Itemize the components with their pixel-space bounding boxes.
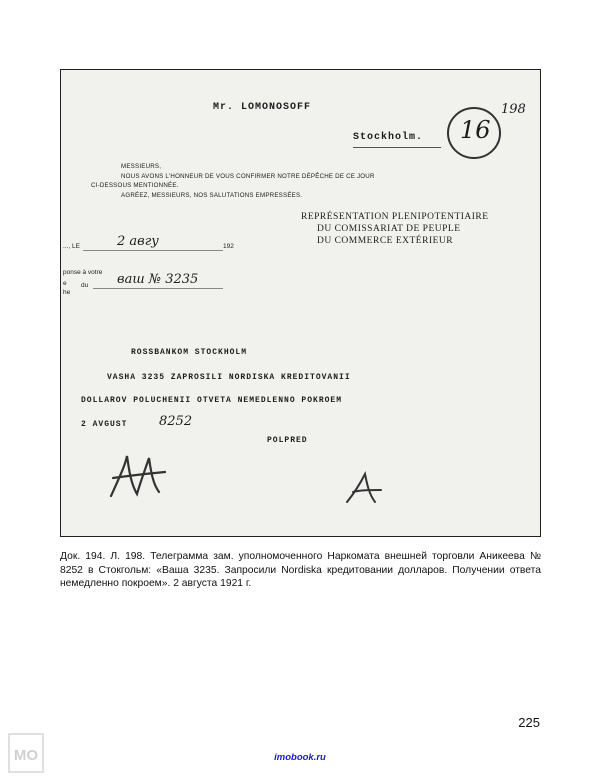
messieurs: MESSIEURS, bbox=[121, 163, 162, 170]
handwritten-signature-right bbox=[341, 468, 391, 513]
city-underline bbox=[353, 147, 441, 148]
publisher-logo-text: MO bbox=[13, 747, 39, 764]
representation-line-3: DU COMMERCE EXTÉRIEUR bbox=[317, 236, 454, 246]
telegram-date: 2 AVGUST bbox=[81, 420, 128, 429]
year-prefix: 192 bbox=[223, 243, 234, 250]
date-underline bbox=[83, 250, 223, 251]
circled-number: 16 bbox=[460, 116, 491, 144]
reply-label-he: he bbox=[63, 289, 71, 296]
city: Stockholm. bbox=[353, 132, 424, 143]
page-number: 225 bbox=[518, 715, 540, 730]
confirm-line-2: CI-DESSOUS MENTIONNÉE. bbox=[91, 182, 179, 189]
telegram-addressee: ROSSBANKOM STOCKHOLM bbox=[131, 348, 248, 357]
telegram-line-1: VASHA 3235 ZAPROSILI NORDISKA KREDITOVANII bbox=[107, 373, 351, 382]
reply-label-e: e bbox=[63, 280, 67, 287]
salutation: AGRÉEZ, MESSIEURS, NOS SALUTATIONS EMPRESSÉES. bbox=[121, 192, 303, 199]
representation-line-1: REPRÉSENTATION PLENIPOTENTIAIRE bbox=[301, 212, 489, 222]
site-link[interactable]: imobook.ru bbox=[274, 752, 326, 763]
telegram-date-handwritten: 8252 bbox=[159, 414, 193, 429]
reply-handwritten: ваш № 3235 bbox=[117, 272, 199, 287]
date-handwritten: 2 авгу bbox=[117, 234, 159, 249]
handwritten-signature-left bbox=[103, 448, 173, 508]
document-scan bbox=[60, 69, 541, 537]
confirm-line-1: NOUS AVONS L'HONNEUR DE VOUS CONFIRMER NOTRE DÉPÊCHE DE CE JOUR bbox=[121, 173, 375, 180]
sheet-number: 198 bbox=[501, 102, 526, 117]
reply-underline bbox=[93, 288, 223, 289]
telegram-signature: POLPRED bbox=[267, 436, 308, 445]
reply-label: ponse à votre bbox=[63, 269, 103, 276]
reply-label-du: du bbox=[81, 282, 89, 289]
representation-line-2: DU COMISSARIAT DE PEUPLE bbox=[317, 224, 461, 234]
date-prefix: ..., LE bbox=[63, 243, 80, 250]
telegram-line-2: DOLLAROV POLUCHENII OTVETA NEMEDLENNO POKROEM bbox=[81, 396, 343, 405]
addressee: Mr. LOMONOSOFF bbox=[213, 102, 312, 113]
document-caption: Док. 194. Л. 198. Телеграмма зам. уполномоченного Наркомата внешней торговли Аникеева № 8252 в Стокгольм: «Ваша 3235. Запросили Nordiska кредитовании долларов. Получении ответа немедленно покроем». 2 августа 1921 г. bbox=[60, 551, 541, 589]
